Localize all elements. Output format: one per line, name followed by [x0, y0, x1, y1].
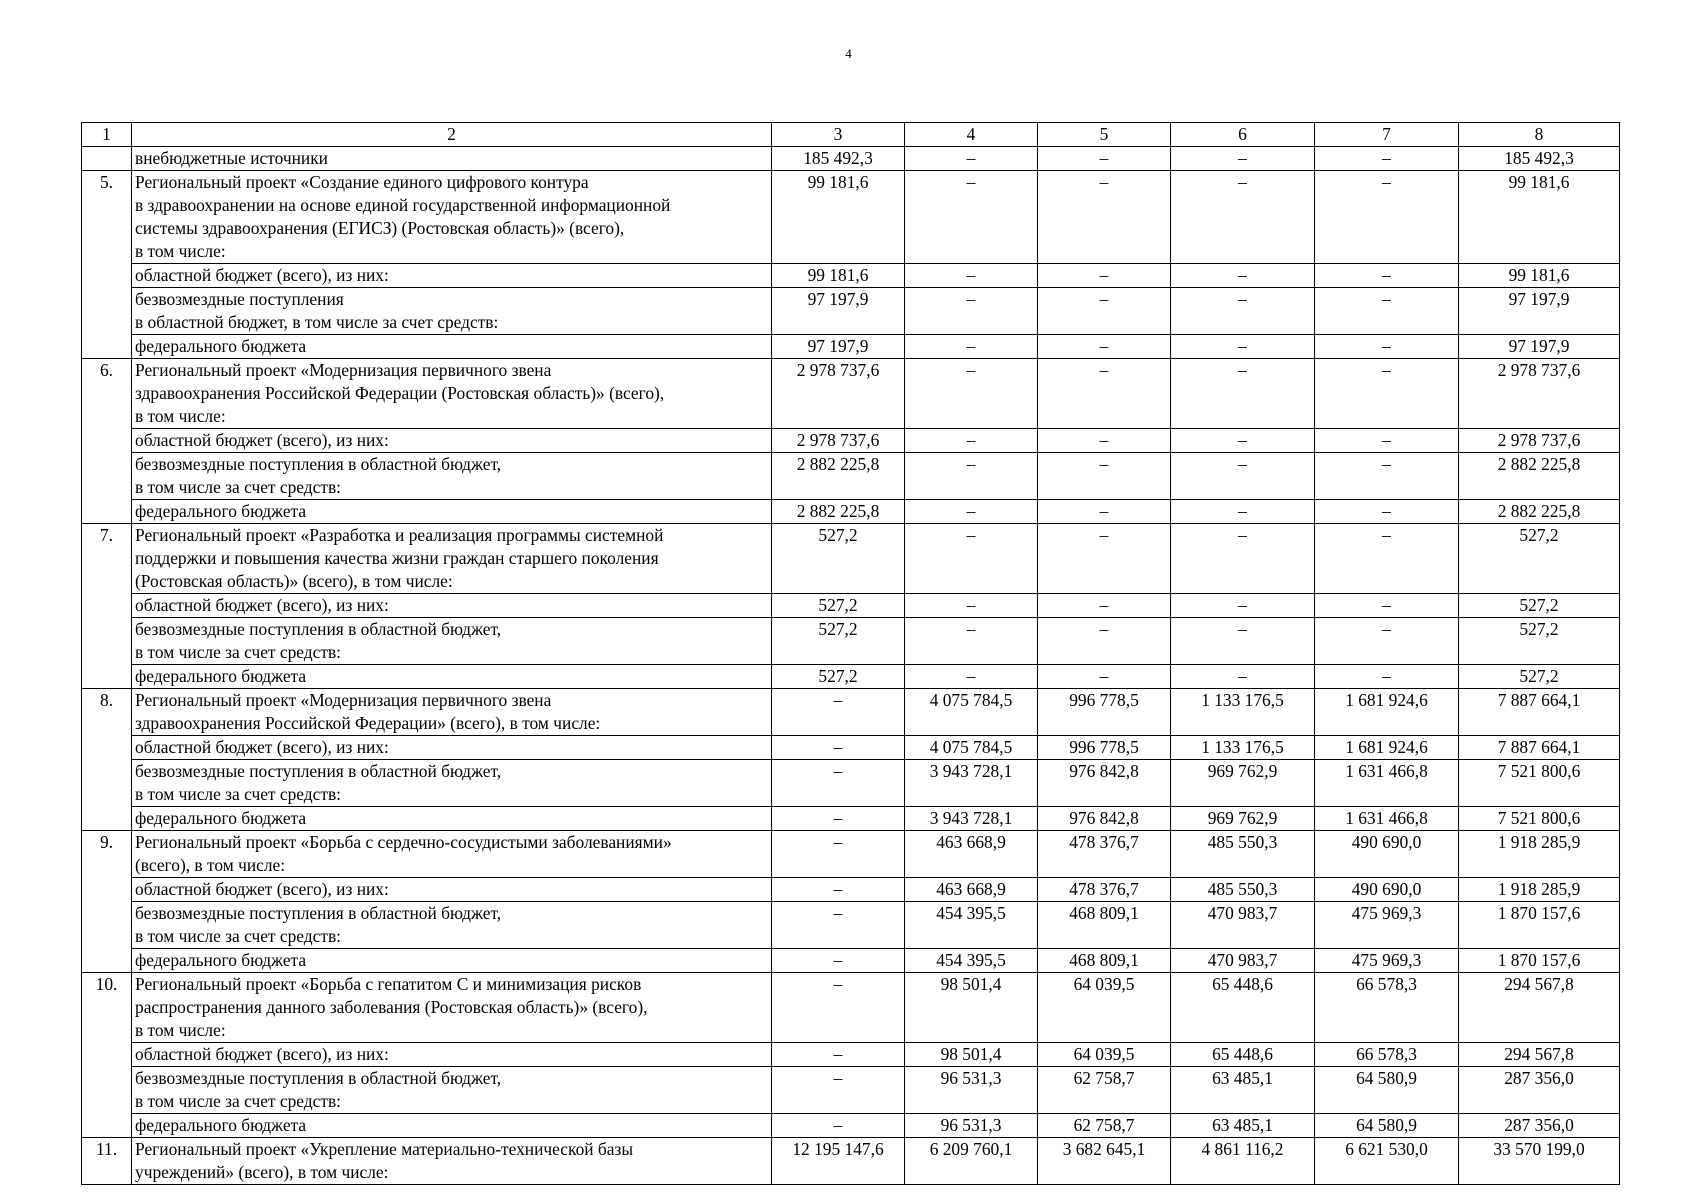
- column-number: 5: [1038, 123, 1171, 147]
- row-index: 5.: [82, 171, 132, 359]
- value-cell: –: [1038, 264, 1171, 288]
- row-description: федерального бюджета: [132, 665, 772, 689]
- value-cell: 63 485,1: [1171, 1067, 1315, 1114]
- value-cell: 185 492,3: [1459, 147, 1620, 171]
- table-row: [82, 264, 1620, 288]
- value-cell: 475 969,3: [1315, 902, 1459, 949]
- value-cell: –: [1038, 147, 1171, 171]
- row-description: областной бюджет (всего), из них:: [132, 264, 772, 288]
- value-cell: 7 887 664,1: [1459, 736, 1620, 760]
- value-cell: 527,2: [772, 594, 905, 618]
- value-cell: 64 580,9: [1315, 1114, 1459, 1138]
- value-cell: 490 690,0: [1315, 878, 1459, 902]
- value-cell: 66 578,3: [1315, 973, 1459, 1043]
- value-cell: –: [772, 689, 905, 736]
- value-cell: –: [772, 736, 905, 760]
- column-number: 4: [905, 123, 1038, 147]
- value-cell: –: [772, 760, 905, 807]
- table-row: [82, 524, 1620, 594]
- value-cell: 1 870 157,6: [1459, 902, 1620, 949]
- value-cell: –: [1315, 359, 1459, 429]
- budget-table: [81, 122, 1620, 1185]
- value-cell: 468 809,1: [1038, 902, 1171, 949]
- value-cell: 99 181,6: [772, 171, 905, 264]
- value-cell: 6 209 760,1: [905, 1138, 1038, 1185]
- value-cell: –: [1171, 618, 1315, 665]
- value-cell: –: [1315, 500, 1459, 524]
- value-cell: 2 882 225,8: [772, 453, 905, 500]
- value-cell: –: [1171, 524, 1315, 594]
- value-cell: –: [1315, 594, 1459, 618]
- column-number: 6: [1171, 123, 1315, 147]
- table-row: [82, 1067, 1620, 1114]
- value-cell: –: [1171, 264, 1315, 288]
- value-cell: –: [905, 429, 1038, 453]
- row-description: безвозмездные поступления в областной бюджет, в том числе за счет средств:: [132, 618, 772, 665]
- value-cell: –: [1315, 618, 1459, 665]
- value-cell: –: [1038, 665, 1171, 689]
- value-cell: –: [905, 618, 1038, 665]
- value-cell: 976 842,8: [1038, 807, 1171, 831]
- row-index: [82, 147, 132, 171]
- value-cell: –: [905, 359, 1038, 429]
- value-cell: 996 778,5: [1038, 689, 1171, 736]
- row-description: безвозмездные поступления в областной бюджет, в том числе за счет средств:: [132, 1067, 772, 1114]
- value-cell: 99 181,6: [772, 264, 905, 288]
- value-cell: 185 492,3: [772, 147, 905, 171]
- table-row: [82, 1138, 1620, 1185]
- table-row: [82, 594, 1620, 618]
- value-cell: –: [1038, 618, 1171, 665]
- row-index: 10.: [82, 973, 132, 1138]
- value-cell: 485 550,3: [1171, 878, 1315, 902]
- row-description: федерального бюджета: [132, 500, 772, 524]
- table-row: [82, 453, 1620, 500]
- value-cell: –: [1171, 429, 1315, 453]
- value-cell: –: [905, 171, 1038, 264]
- value-cell: 1 681 924,6: [1315, 736, 1459, 760]
- value-cell: 2 882 225,8: [1459, 500, 1620, 524]
- value-cell: 2 978 737,6: [1459, 359, 1620, 429]
- value-cell: 485 550,3: [1171, 831, 1315, 878]
- value-cell: 468 809,1: [1038, 949, 1171, 973]
- value-cell: –: [772, 807, 905, 831]
- value-cell: 98 501,4: [905, 1043, 1038, 1067]
- value-cell: 478 376,7: [1038, 878, 1171, 902]
- table-row: [82, 500, 1620, 524]
- value-cell: 7 887 664,1: [1459, 689, 1620, 736]
- row-description: федерального бюджета: [132, 1114, 772, 1138]
- value-cell: –: [1315, 453, 1459, 500]
- row-description: федерального бюджета: [132, 949, 772, 973]
- table-row: [82, 429, 1620, 453]
- value-cell: –: [905, 264, 1038, 288]
- value-cell: –: [1038, 359, 1171, 429]
- value-cell: –: [1171, 335, 1315, 359]
- table-row: [82, 736, 1620, 760]
- value-cell: 2 978 737,6: [772, 359, 905, 429]
- row-description: безвозмездные поступления в областной бюджет, в том числе за счет средств:: [132, 760, 772, 807]
- value-cell: –: [1315, 524, 1459, 594]
- table-row: [82, 665, 1620, 689]
- value-cell: 527,2: [772, 524, 905, 594]
- value-cell: –: [772, 1067, 905, 1114]
- value-cell: 527,2: [1459, 594, 1620, 618]
- value-cell: –: [905, 594, 1038, 618]
- table-row: [82, 949, 1620, 973]
- table-body: [82, 123, 1620, 1185]
- value-cell: 4 075 784,5: [905, 689, 1038, 736]
- row-description: Региональный проект «Разработка и реализация программы системной поддержки и повышения качества жизни граждан старшего поколения (Ростовская область)» (всего), в том числе:: [132, 524, 772, 594]
- row-description: безвозмездные поступления в областной бюджет, в том числе за счет средств:: [132, 453, 772, 500]
- value-cell: 969 762,9: [1171, 760, 1315, 807]
- value-cell: 527,2: [772, 665, 905, 689]
- value-cell: –: [1315, 147, 1459, 171]
- value-cell: –: [1038, 288, 1171, 335]
- value-cell: –: [1171, 171, 1315, 264]
- value-cell: 98 501,4: [905, 973, 1038, 1043]
- table-row: [82, 1043, 1620, 1067]
- table-row: [82, 1114, 1620, 1138]
- column-number-row: [82, 123, 1620, 147]
- value-cell: –: [772, 1114, 905, 1138]
- row-description: областной бюджет (всего), из них:: [132, 736, 772, 760]
- value-cell: 1 681 924,6: [1315, 689, 1459, 736]
- value-cell: 3 682 645,1: [1038, 1138, 1171, 1185]
- value-cell: 3 943 728,1: [905, 760, 1038, 807]
- table-row: [82, 973, 1620, 1043]
- value-cell: –: [1315, 429, 1459, 453]
- value-cell: 527,2: [1459, 618, 1620, 665]
- row-description: безвозмездные поступления в областной бюджет, в том числе за счет средств:: [132, 902, 772, 949]
- value-cell: –: [1171, 147, 1315, 171]
- value-cell: –: [772, 1043, 905, 1067]
- value-cell: 65 448,6: [1171, 973, 1315, 1043]
- value-cell: 463 668,9: [905, 831, 1038, 878]
- value-cell: –: [1315, 171, 1459, 264]
- value-cell: –: [905, 524, 1038, 594]
- row-index: 11.: [82, 1138, 132, 1185]
- value-cell: 64 039,5: [1038, 1043, 1171, 1067]
- value-cell: –: [1171, 500, 1315, 524]
- value-cell: 66 578,3: [1315, 1043, 1459, 1067]
- value-cell: –: [905, 665, 1038, 689]
- table-row: [82, 902, 1620, 949]
- table-row: [82, 147, 1620, 171]
- value-cell: –: [905, 453, 1038, 500]
- value-cell: 33 570 199,0: [1459, 1138, 1620, 1185]
- value-cell: 490 690,0: [1315, 831, 1459, 878]
- value-cell: –: [772, 949, 905, 973]
- value-cell: –: [772, 973, 905, 1043]
- value-cell: 454 395,5: [905, 949, 1038, 973]
- column-number: 2: [132, 123, 772, 147]
- value-cell: 996 778,5: [1038, 736, 1171, 760]
- value-cell: 64 580,9: [1315, 1067, 1459, 1114]
- value-cell: 97 197,9: [772, 288, 905, 335]
- value-cell: 287 356,0: [1459, 1067, 1620, 1114]
- value-cell: 7 521 800,6: [1459, 760, 1620, 807]
- value-cell: 976 842,8: [1038, 760, 1171, 807]
- row-index: 9.: [82, 831, 132, 973]
- value-cell: –: [1038, 524, 1171, 594]
- value-cell: –: [1171, 288, 1315, 335]
- value-cell: 62 758,7: [1038, 1067, 1171, 1114]
- row-description: внебюджетные источники: [132, 147, 772, 171]
- value-cell: –: [1315, 335, 1459, 359]
- value-cell: 1 631 466,8: [1315, 760, 1459, 807]
- value-cell: –: [772, 878, 905, 902]
- value-cell: 99 181,6: [1459, 171, 1620, 264]
- value-cell: 4 861 116,2: [1171, 1138, 1315, 1185]
- column-number: 7: [1315, 123, 1459, 147]
- row-description: Региональный проект «Борьба с гепатитом С и минимизация рисков распространения данного заболевания (Ростовская область)» (всего), в том числе:: [132, 973, 772, 1043]
- value-cell: 478 376,7: [1038, 831, 1171, 878]
- value-cell: –: [1038, 453, 1171, 500]
- value-cell: 97 197,9: [772, 335, 905, 359]
- value-cell: 1 631 466,8: [1315, 807, 1459, 831]
- row-description: Региональный проект «Модернизация первичного звена здравоохранения Российской Федерации (Ростовская область)» (всего), в том числе:: [132, 359, 772, 429]
- value-cell: 96 531,3: [905, 1114, 1038, 1138]
- value-cell: 63 485,1: [1171, 1114, 1315, 1138]
- value-cell: 3 943 728,1: [905, 807, 1038, 831]
- column-number: 1: [82, 123, 132, 147]
- value-cell: –: [1171, 453, 1315, 500]
- table-row: [82, 760, 1620, 807]
- value-cell: 1 918 285,9: [1459, 831, 1620, 878]
- table-row: [82, 359, 1620, 429]
- value-cell: 527,2: [1459, 524, 1620, 594]
- row-description: безвозмездные поступления в областной бюджет, в том числе за счет средств:: [132, 288, 772, 335]
- row-description: Региональный проект «Создание единого цифрового контура в здравоохранении на основе единой государственной информационной системы здравоохранения (ЕГИСЗ) (Ростовская область)» (всего), в том числе:: [132, 171, 772, 264]
- value-cell: –: [1171, 359, 1315, 429]
- value-cell: –: [905, 147, 1038, 171]
- value-cell: 99 181,6: [1459, 264, 1620, 288]
- value-cell: –: [1038, 594, 1171, 618]
- value-cell: 2 882 225,8: [1459, 453, 1620, 500]
- value-cell: 1 133 176,5: [1171, 736, 1315, 760]
- row-description: областной бюджет (всего), из них:: [132, 878, 772, 902]
- value-cell: 527,2: [1459, 665, 1620, 689]
- value-cell: 1 133 176,5: [1171, 689, 1315, 736]
- table-row: [82, 807, 1620, 831]
- value-cell: –: [1171, 594, 1315, 618]
- row-description: федерального бюджета: [132, 807, 772, 831]
- row-description: областной бюджет (всего), из них:: [132, 1043, 772, 1067]
- table-row: [82, 689, 1620, 736]
- value-cell: –: [1038, 500, 1171, 524]
- row-index: 6.: [82, 359, 132, 524]
- value-cell: –: [905, 335, 1038, 359]
- table-row: [82, 288, 1620, 335]
- value-cell: –: [1315, 288, 1459, 335]
- value-cell: 2 978 737,6: [772, 429, 905, 453]
- table-row: [82, 831, 1620, 878]
- value-cell: 470 983,7: [1171, 949, 1315, 973]
- value-cell: 294 567,8: [1459, 1043, 1620, 1067]
- table-row: [82, 878, 1620, 902]
- column-number: 8: [1459, 123, 1620, 147]
- value-cell: –: [772, 831, 905, 878]
- value-cell: –: [1315, 264, 1459, 288]
- column-number: 3: [772, 123, 905, 147]
- value-cell: 287 356,0: [1459, 1114, 1620, 1138]
- table-row: [82, 335, 1620, 359]
- value-cell: 1 918 285,9: [1459, 878, 1620, 902]
- value-cell: –: [905, 500, 1038, 524]
- value-cell: 969 762,9: [1171, 807, 1315, 831]
- row-index: 8.: [82, 689, 132, 831]
- value-cell: 97 197,9: [1459, 335, 1620, 359]
- value-cell: 4 075 784,5: [905, 736, 1038, 760]
- value-cell: –: [1171, 665, 1315, 689]
- row-description: областной бюджет (всего), из них:: [132, 594, 772, 618]
- value-cell: –: [1038, 429, 1171, 453]
- row-description: Региональный проект «Укрепление материально-технической базы учреждений» (всего), в том числе:: [132, 1138, 772, 1185]
- value-cell: 2 978 737,6: [1459, 429, 1620, 453]
- value-cell: 527,2: [772, 618, 905, 665]
- value-cell: 64 039,5: [1038, 973, 1171, 1043]
- value-cell: 475 969,3: [1315, 949, 1459, 973]
- value-cell: –: [1038, 171, 1171, 264]
- value-cell: 12 195 147,6: [772, 1138, 905, 1185]
- value-cell: 6 621 530,0: [1315, 1138, 1459, 1185]
- value-cell: 294 567,8: [1459, 973, 1620, 1043]
- row-description: федерального бюджета: [132, 335, 772, 359]
- value-cell: –: [1038, 335, 1171, 359]
- row-index: 7.: [82, 524, 132, 689]
- value-cell: –: [772, 902, 905, 949]
- value-cell: 2 882 225,8: [772, 500, 905, 524]
- value-cell: 62 758,7: [1038, 1114, 1171, 1138]
- page-number: 4: [845, 46, 852, 61]
- value-cell: 454 395,5: [905, 902, 1038, 949]
- value-cell: 7 521 800,6: [1459, 807, 1620, 831]
- value-cell: 1 870 157,6: [1459, 949, 1620, 973]
- value-cell: 97 197,9: [1459, 288, 1620, 335]
- table-row: [82, 171, 1620, 264]
- row-description: областной бюджет (всего), из них:: [132, 429, 772, 453]
- row-description: Региональный проект «Модернизация первичного звена здравоохранения Российской Федерации» (всего), в том числе:: [132, 689, 772, 736]
- value-cell: –: [1315, 665, 1459, 689]
- row-description: Региональный проект «Борьба с сердечно-сосудистыми заболеваниями» (всего), в том числе:: [132, 831, 772, 878]
- table-row: [82, 618, 1620, 665]
- value-cell: 65 448,6: [1171, 1043, 1315, 1067]
- value-cell: 470 983,7: [1171, 902, 1315, 949]
- value-cell: –: [905, 288, 1038, 335]
- value-cell: 96 531,3: [905, 1067, 1038, 1114]
- value-cell: 463 668,9: [905, 878, 1038, 902]
